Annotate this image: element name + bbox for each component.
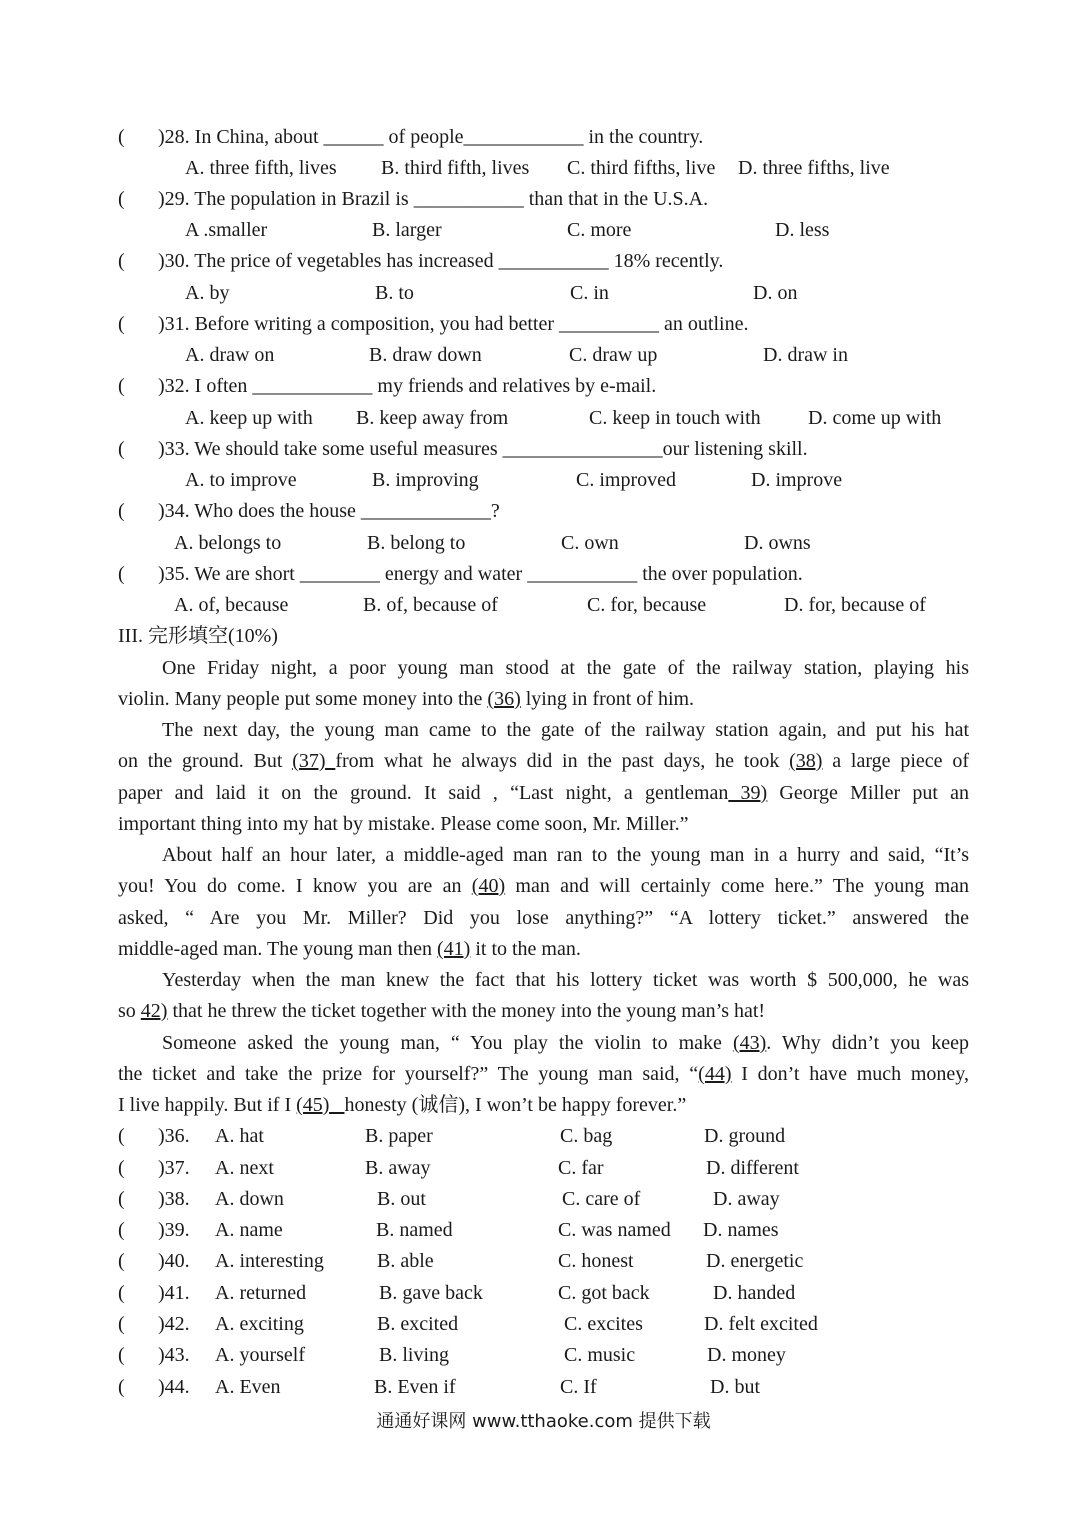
option-c: C. music: [564, 1344, 636, 1366]
option-a: A. to improve: [185, 469, 297, 491]
answer-paren: (: [118, 1376, 125, 1398]
cloze-number: )37.: [158, 1157, 190, 1179]
option-d: D. handed: [713, 1282, 796, 1304]
option-a: A. down: [215, 1188, 284, 1210]
blank-44: (44): [698, 1063, 732, 1085]
blank-45: (45): [296, 1094, 345, 1116]
option-a: A. returned: [215, 1282, 307, 1304]
option-a: A. yourself: [215, 1344, 305, 1366]
blank-41: (41): [437, 938, 471, 960]
answer-paren: (: [118, 188, 125, 210]
option-a: A. name: [215, 1219, 283, 1241]
option-d: D. improve: [751, 469, 843, 491]
option-d: D. money: [707, 1344, 786, 1366]
cloze-number: )38.: [158, 1188, 190, 1210]
blank-37: (37): [292, 750, 336, 772]
option-d: D. ground: [704, 1125, 786, 1147]
option-c: C. was named: [558, 1219, 671, 1241]
passage-line: middle-aged man. The young man then (41) it to the man.: [118, 938, 581, 960]
section-title: III. 完形填空(10%): [118, 625, 278, 647]
blank-38: (38): [789, 750, 823, 772]
option-a: A. Even: [215, 1376, 281, 1398]
option-d: D. for, because of: [784, 594, 926, 616]
option-b: B. draw down: [369, 344, 482, 366]
passage-line: The next day, the young man came to the gate of the railway station again, and put his hat: [162, 719, 969, 741]
option-d: D. owns: [744, 532, 811, 554]
option-a: A. interesting: [215, 1250, 324, 1272]
option-a: A. by: [185, 282, 230, 304]
blank-36: (36): [487, 688, 521, 710]
question-text: )32. I often ____________ my friends and relatives by e-mail.: [158, 375, 657, 397]
question-text: )33. We should take some useful measures ________________our listening skill.: [158, 438, 808, 460]
option-c: C. own: [561, 532, 619, 554]
option-b: B. away: [365, 1157, 431, 1179]
option-a: A. of, because: [174, 594, 289, 616]
answer-paren: (: [118, 438, 125, 460]
question-text: )30. The price of vegetables has increased ___________ 18% recently.: [158, 250, 724, 272]
option-c: C. far: [558, 1157, 604, 1179]
option-d: D. draw in: [763, 344, 848, 366]
option-a: A. draw on: [185, 344, 275, 366]
blank-39: 39): [728, 782, 768, 804]
option-d: D. but: [710, 1376, 760, 1398]
answer-paren: (: [118, 375, 125, 397]
passage-line: I live happily. But if I (45) honesty (诚信), I won’t be happy forever.”: [118, 1094, 687, 1116]
option-c: C. excites: [564, 1313, 643, 1335]
question-text: )34. Who does the house _____________?: [158, 500, 500, 522]
passage-line: so 42) that he threw the ticket together with the money into the young man’s hat!: [118, 1000, 766, 1022]
answer-paren: (: [118, 1282, 125, 1304]
option-d: D. less: [775, 219, 830, 241]
option-c: C. honest: [558, 1250, 634, 1272]
blank-42: 42): [140, 1000, 168, 1022]
passage-line: Yesterday when the man knew the fact that his lottery ticket was worth $ 500,000, he was: [162, 969, 969, 991]
blank-43: (43): [732, 1032, 767, 1054]
option-c: C. improved: [576, 469, 676, 491]
question-text: )31. Before writing a composition, you had better __________ an outline.: [158, 313, 749, 335]
question-text: )29. The population in Brazil is ___________ than that in the U.S.A.: [158, 188, 709, 210]
option-b: B. improving: [372, 469, 479, 491]
option-a: A. three fifth, lives: [185, 157, 337, 179]
option-c: C. care of: [562, 1188, 641, 1210]
answer-paren: (: [118, 250, 125, 272]
question-text: )28. In China, about ______ of people____________ in the country.: [158, 126, 704, 148]
passage-line: you! You do come. I know you are an (40) man and will certainly come here.” The young man: [118, 875, 969, 897]
answer-paren: (: [118, 1157, 125, 1179]
cloze-number: )42.: [158, 1313, 190, 1335]
answer-paren: (: [118, 1313, 125, 1335]
cloze-number: )36.: [158, 1125, 190, 1147]
option-c: C. got back: [558, 1282, 650, 1304]
cloze-number: )39.: [158, 1219, 190, 1241]
passage-line: asked, “ Are you Mr. Miller? Did you lose anything?” “A lottery ticket.” answered the: [118, 907, 969, 929]
question-text: )35. We are short ________ energy and water ___________ the over population.: [158, 563, 803, 585]
option-c: C. more: [567, 219, 632, 241]
cloze-number: )43.: [158, 1344, 190, 1366]
option-a: A. next: [215, 1157, 274, 1179]
answer-paren: (: [118, 1188, 125, 1210]
option-a: A. keep up with: [185, 407, 313, 429]
option-b: B. out: [377, 1188, 426, 1210]
option-b: B. excited: [377, 1313, 459, 1335]
option-b: B. to: [375, 282, 414, 304]
option-b: B. of, because of: [363, 594, 498, 616]
option-b: B. named: [376, 1219, 453, 1241]
passage-line: important thing into my hat by mistake. Please come soon, Mr. Miller.”: [118, 813, 689, 835]
option-b: B. gave back: [379, 1282, 483, 1304]
passage-line: One Friday night, a poor young man stood at the gate of the railway station, playing his: [162, 657, 969, 679]
passage-line: About half an hour later, a middle-aged man ran to the young man in a hurry and said, “It’s: [162, 844, 969, 866]
option-b: B. living: [379, 1344, 450, 1366]
answer-paren: (: [118, 1125, 125, 1147]
option-c: C. in: [570, 282, 609, 304]
option-b: B. Even if: [374, 1376, 456, 1398]
option-d: D. come up with: [808, 407, 942, 429]
passage-line: paper and laid it on the ground. It said , “Last night, a gentleman 39) George Miller put an: [118, 782, 969, 804]
option-b: B. belong to: [367, 532, 466, 554]
option-d: D. on: [753, 282, 798, 304]
option-d: D. energetic: [706, 1250, 804, 1272]
answer-paren: (: [118, 313, 125, 335]
passage-line: violin. Many people put some money into the (36) lying in front of him.: [118, 688, 695, 710]
answer-paren: (: [118, 1219, 125, 1241]
answer-paren: (: [118, 126, 125, 148]
option-c: C. keep in touch with: [589, 407, 761, 429]
option-b: B. keep away from: [356, 407, 509, 429]
option-d: D. different: [706, 1157, 799, 1179]
option-c: C. third fifths, live: [567, 157, 716, 179]
option-b: B. paper: [365, 1125, 433, 1147]
option-b: B. third fifth, lives: [381, 157, 530, 179]
passage-line: the ticket and take the prize for yourself?” The young man said, “(44) I don’t have much money,: [118, 1063, 969, 1085]
option-a: A. hat: [215, 1125, 264, 1147]
option-a: A. exciting: [215, 1313, 304, 1335]
option-a: A. belongs to: [174, 532, 282, 554]
option-b: B. able: [377, 1250, 434, 1272]
option-b: B. larger: [372, 219, 442, 241]
option-c: C. bag: [560, 1125, 613, 1147]
answer-paren: (: [118, 563, 125, 585]
answer-paren: (: [118, 1250, 125, 1272]
option-d: D. names: [703, 1219, 779, 1241]
option-a: A .smaller: [185, 219, 268, 241]
cloze-number: )44.: [158, 1376, 190, 1398]
passage-line: on the ground. But (37) from what he always did in the past days, he took (38) a large piece of: [118, 750, 969, 772]
option-c: C. draw up: [569, 344, 658, 366]
page-footer: 通通好课网 www.tthaoke.com 提供下载: [376, 1411, 711, 1432]
option-c: C. If: [560, 1376, 597, 1398]
blank-40: (40): [471, 875, 506, 897]
answer-paren: (: [118, 500, 125, 522]
option-c: C. for, because: [587, 594, 707, 616]
cloze-number: )40.: [158, 1250, 190, 1272]
option-d: D. felt excited: [704, 1313, 818, 1335]
option-d: D. away: [713, 1188, 780, 1210]
option-d: D. three fifths, live: [738, 157, 890, 179]
cloze-number: )41.: [158, 1282, 190, 1304]
answer-paren: (: [118, 1344, 125, 1366]
passage-line: Someone asked the young man, “ You play the violin to make (43). Why didn’t you keep: [162, 1032, 969, 1054]
